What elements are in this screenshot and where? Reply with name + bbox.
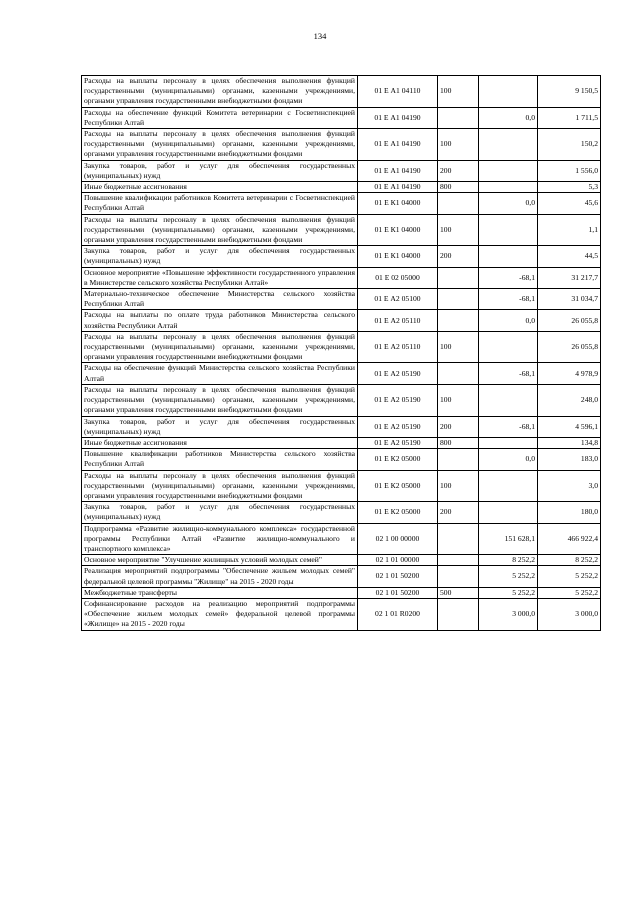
row-name-cell: Расходы на выплаты персоналу в целях обеспечения выполнения функций государственными (муниципальными) органами, казенными учреждениями, органами управления государственными внебюджетными фондами (82, 214, 358, 246)
row-total-amount-cell: 4 596,1 (538, 416, 601, 437)
row-change-amount-cell: 0,0 (479, 193, 538, 214)
row-change-amount-cell (479, 182, 538, 193)
row-change-amount-cell (479, 160, 538, 181)
row-name-cell: Реализация мероприятий подпрограммы "Обеспечение жильем молодых семей" федеральной целевой программы "Жилище" на 2015 - 2020 годы (82, 566, 358, 587)
row-change-amount-cell (479, 437, 538, 448)
row-code-cell: 01 Е А2 05100 (358, 289, 438, 310)
row-name-cell: Основное мероприятие «Повышение эффективности государственного управления в Министерстве сельского хозяйства Республики Алтай» (82, 267, 358, 288)
row-expense-type-cell: 100 (438, 470, 479, 502)
row-code-cell: 01 Е К1 04000 (358, 214, 438, 246)
row-expense-type-cell (438, 555, 479, 566)
table-row (82, 160, 601, 181)
row-total-amount-cell: 3,0 (538, 470, 601, 502)
row-name-cell: Закупка товаров, работ и услуг для обеспечения государственных (муниципальных) нужд (82, 246, 358, 267)
row-change-amount-cell: 5 252,2 (479, 566, 538, 587)
row-name-cell: Расходы на обеспечение функций Комитета ветеринарии с Госветинспекцией Республики Алтай (82, 107, 358, 128)
table-row (82, 193, 601, 214)
row-name-cell: Расходы на выплаты персоналу в целях обеспечения выполнения функций государственными (муниципальными) органами, казенными учреждениями, органами управления государственными внебюджетными фондами (82, 76, 358, 108)
row-expense-type-cell: 100 (438, 384, 479, 416)
row-total-amount-cell: 26 055,8 (538, 310, 601, 331)
row-code-cell: 01 Е А2 05110 (358, 310, 438, 331)
row-expense-type-cell (438, 363, 479, 384)
row-total-amount-cell: 466 922,4 (538, 523, 601, 555)
table-row (82, 76, 601, 108)
row-code-cell: 01 Е К1 04000 (358, 246, 438, 267)
row-expense-type-cell: 800 (438, 437, 479, 448)
row-name-cell: Основное мероприятие "Улучшение жилищных условий молодых семей" (82, 555, 358, 566)
row-name-cell: Расходы на обеспечение функций Министерства сельского хозяйства Республики Алтай (82, 363, 358, 384)
budget-table (81, 75, 601, 631)
row-total-amount-cell: 5 252,2 (538, 566, 601, 587)
row-total-amount-cell: 134,8 (538, 437, 601, 448)
row-expense-type-cell: 100 (438, 214, 479, 246)
row-change-amount-cell (479, 129, 538, 161)
row-total-amount-cell: 183,0 (538, 449, 601, 470)
page-number: 134 (313, 31, 327, 41)
row-change-amount-cell: 5 252,2 (479, 587, 538, 598)
row-code-cell: 01 Е К2 05000 (358, 502, 438, 523)
row-expense-type-cell (438, 566, 479, 587)
row-name-cell: Материально-техническое обеспечение Министерства сельского хозяйства Республики Алтай (82, 289, 358, 310)
table-row (82, 523, 601, 555)
row-expense-type-cell: 800 (438, 182, 479, 193)
budget-table-body (82, 76, 601, 631)
row-change-amount-cell (479, 502, 538, 523)
row-name-cell: Расходы на выплаты по оплате труда работников Министерства сельского хозяйства Республики Алтай (82, 310, 358, 331)
row-code-cell: 01 Е А1 04190 (358, 182, 438, 193)
row-total-amount-cell: 31 034,7 (538, 289, 601, 310)
row-change-amount-cell (479, 470, 538, 502)
table-row (82, 449, 601, 470)
table-row (82, 289, 601, 310)
row-name-cell: Межбюджетные трансферты (82, 587, 358, 598)
row-total-amount-cell: 31 217,7 (538, 267, 601, 288)
row-code-cell: 01 Е А2 05190 (358, 437, 438, 448)
table-row (82, 555, 601, 566)
table-row (82, 310, 601, 331)
row-total-amount-cell: 4 978,9 (538, 363, 601, 384)
row-expense-type-cell: 100 (438, 129, 479, 161)
row-change-amount-cell (479, 214, 538, 246)
table-row (82, 566, 601, 587)
row-code-cell: 01 Е А2 05190 (358, 384, 438, 416)
row-expense-type-cell: 500 (438, 587, 479, 598)
row-change-amount-cell (479, 384, 538, 416)
row-total-amount-cell: 9 150,5 (538, 76, 601, 108)
row-expense-type-cell (438, 107, 479, 128)
row-name-cell: Расходы на выплаты персоналу в целях обеспечения выполнения функций государственными (муниципальными) органами, казенными учреждениями, органами управления государственными внебюджетными фондами (82, 129, 358, 161)
table-row (82, 246, 601, 267)
row-expense-type-cell: 100 (438, 76, 479, 108)
row-total-amount-cell: 8 252,2 (538, 555, 601, 566)
table-row (82, 502, 601, 523)
row-total-amount-cell: 1 711,5 (538, 107, 601, 128)
row-total-amount-cell: 248,0 (538, 384, 601, 416)
row-expense-type-cell (438, 598, 479, 630)
table-row (82, 214, 601, 246)
row-change-amount-cell: 151 628,1 (479, 523, 538, 555)
row-code-cell: 01 Е К2 05000 (358, 470, 438, 502)
table-row (82, 470, 601, 502)
row-name-cell: Повышение квалификации работников Министерства сельского хозяйства Республики Алтай (82, 449, 358, 470)
table-row (82, 331, 601, 363)
row-total-amount-cell: 180,0 (538, 502, 601, 523)
row-change-amount-cell (479, 76, 538, 108)
row-name-cell: Закупка товаров, работ и услуг для обеспечения государственных (муниципальных) нужд (82, 416, 358, 437)
row-expense-type-cell (438, 289, 479, 310)
row-name-cell: Подпрограмма «Развитие жилищно-коммунального комплекса» государственной программы Республики Алтай «Развитие жилищно-коммунального и транспортного комплекса» (82, 523, 358, 555)
row-change-amount-cell: 3 000,0 (479, 598, 538, 630)
row-code-cell: 01 Е К2 05000 (358, 449, 438, 470)
table-row (82, 363, 601, 384)
row-expense-type-cell: 200 (438, 246, 479, 267)
row-name-cell: Иные бюджетные ассигнования (82, 437, 358, 448)
row-name-cell: Расходы на выплаты персоналу в целях обеспечения выполнения функций государственными (муниципальными) органами, казенными учреждениями, органами управления государственными внебюджетными фондами (82, 470, 358, 502)
row-code-cell: 01 Е А2 05190 (358, 363, 438, 384)
row-code-cell: 02 1 01 50200 (358, 566, 438, 587)
row-change-amount-cell: 0,0 (479, 107, 538, 128)
row-code-cell: 02 1 01 00000 (358, 555, 438, 566)
row-code-cell: 01 Е 02 05000 (358, 267, 438, 288)
row-total-amount-cell: 26 055,8 (538, 331, 601, 363)
row-expense-type-cell: 200 (438, 416, 479, 437)
row-expense-type-cell (438, 193, 479, 214)
row-name-cell: Расходы на выплаты персоналу в целях обеспечения выполнения функций государственными (муниципальными) органами, казенными учреждениями, органами управления государственными внебюджетными фондами (82, 384, 358, 416)
row-total-amount-cell: 5 252,2 (538, 587, 601, 598)
row-code-cell: 01 Е А1 04190 (358, 107, 438, 128)
row-code-cell: 01 Е А1 04110 (358, 76, 438, 108)
row-total-amount-cell: 150,2 (538, 129, 601, 161)
row-change-amount-cell: -68,1 (479, 289, 538, 310)
row-change-amount-cell: -68,1 (479, 416, 538, 437)
row-total-amount-cell: 45,6 (538, 193, 601, 214)
row-expense-type-cell (438, 267, 479, 288)
row-expense-type-cell: 200 (438, 160, 479, 181)
row-name-cell: Расходы на выплаты персоналу в целях обеспечения выполнения функций государственными (муниципальными) органами, казенными учреждениями, органами управления государственными внебюджетными фондами (82, 331, 358, 363)
row-total-amount-cell: 5,3 (538, 182, 601, 193)
table-row (82, 598, 601, 630)
row-code-cell: 01 Е А2 05110 (358, 331, 438, 363)
row-code-cell: 01 Е А1 04190 (358, 160, 438, 181)
table-row (82, 384, 601, 416)
row-change-amount-cell: -68,1 (479, 363, 538, 384)
table-row (82, 267, 601, 288)
table-row (82, 587, 601, 598)
row-change-amount-cell: -68,1 (479, 267, 538, 288)
table-row (82, 416, 601, 437)
row-total-amount-cell: 3 000,0 (538, 598, 601, 630)
row-name-cell: Закупка товаров, работ и услуг для обеспечения государственных (муниципальных) нужд (82, 502, 358, 523)
row-total-amount-cell: 1 556,0 (538, 160, 601, 181)
row-total-amount-cell: 44,5 (538, 246, 601, 267)
row-change-amount-cell: 0,0 (479, 449, 538, 470)
table-row (82, 437, 601, 448)
row-code-cell: 01 Е А1 04190 (358, 129, 438, 161)
row-expense-type-cell (438, 523, 479, 555)
row-name-cell: Софинансирование расходов на реализацию мероприятий подпрограммы «Обеспечение жильем молодых семей» федеральной целевой программы «Жилище» на 2015 - 2020 годы (82, 598, 358, 630)
table-row (82, 107, 601, 128)
row-code-cell: 01 Е К1 04000 (358, 193, 438, 214)
row-change-amount-cell (479, 246, 538, 267)
row-total-amount-cell: 1,1 (538, 214, 601, 246)
row-name-cell: Закупка товаров, работ и услуг для обеспечения государственных (муниципальных) нужд (82, 160, 358, 181)
row-change-amount-cell: 8 252,2 (479, 555, 538, 566)
row-expense-type-cell: 100 (438, 331, 479, 363)
row-expense-type-cell (438, 449, 479, 470)
row-expense-type-cell: 200 (438, 502, 479, 523)
row-change-amount-cell (479, 331, 538, 363)
row-code-cell: 02 1 01 R0200 (358, 598, 438, 630)
row-name-cell: Иные бюджетные ассигнования (82, 182, 358, 193)
row-code-cell: 02 1 00 00000 (358, 523, 438, 555)
table-row (82, 129, 601, 161)
table-row (82, 182, 601, 193)
row-code-cell: 01 Е А2 05190 (358, 416, 438, 437)
row-name-cell: Повышение квалификации работников Комитета ветеринарии с Госветинспекцией Республики Алтай (82, 193, 358, 214)
row-code-cell: 02 1 01 50200 (358, 587, 438, 598)
row-change-amount-cell: 0,0 (479, 310, 538, 331)
row-expense-type-cell (438, 310, 479, 331)
